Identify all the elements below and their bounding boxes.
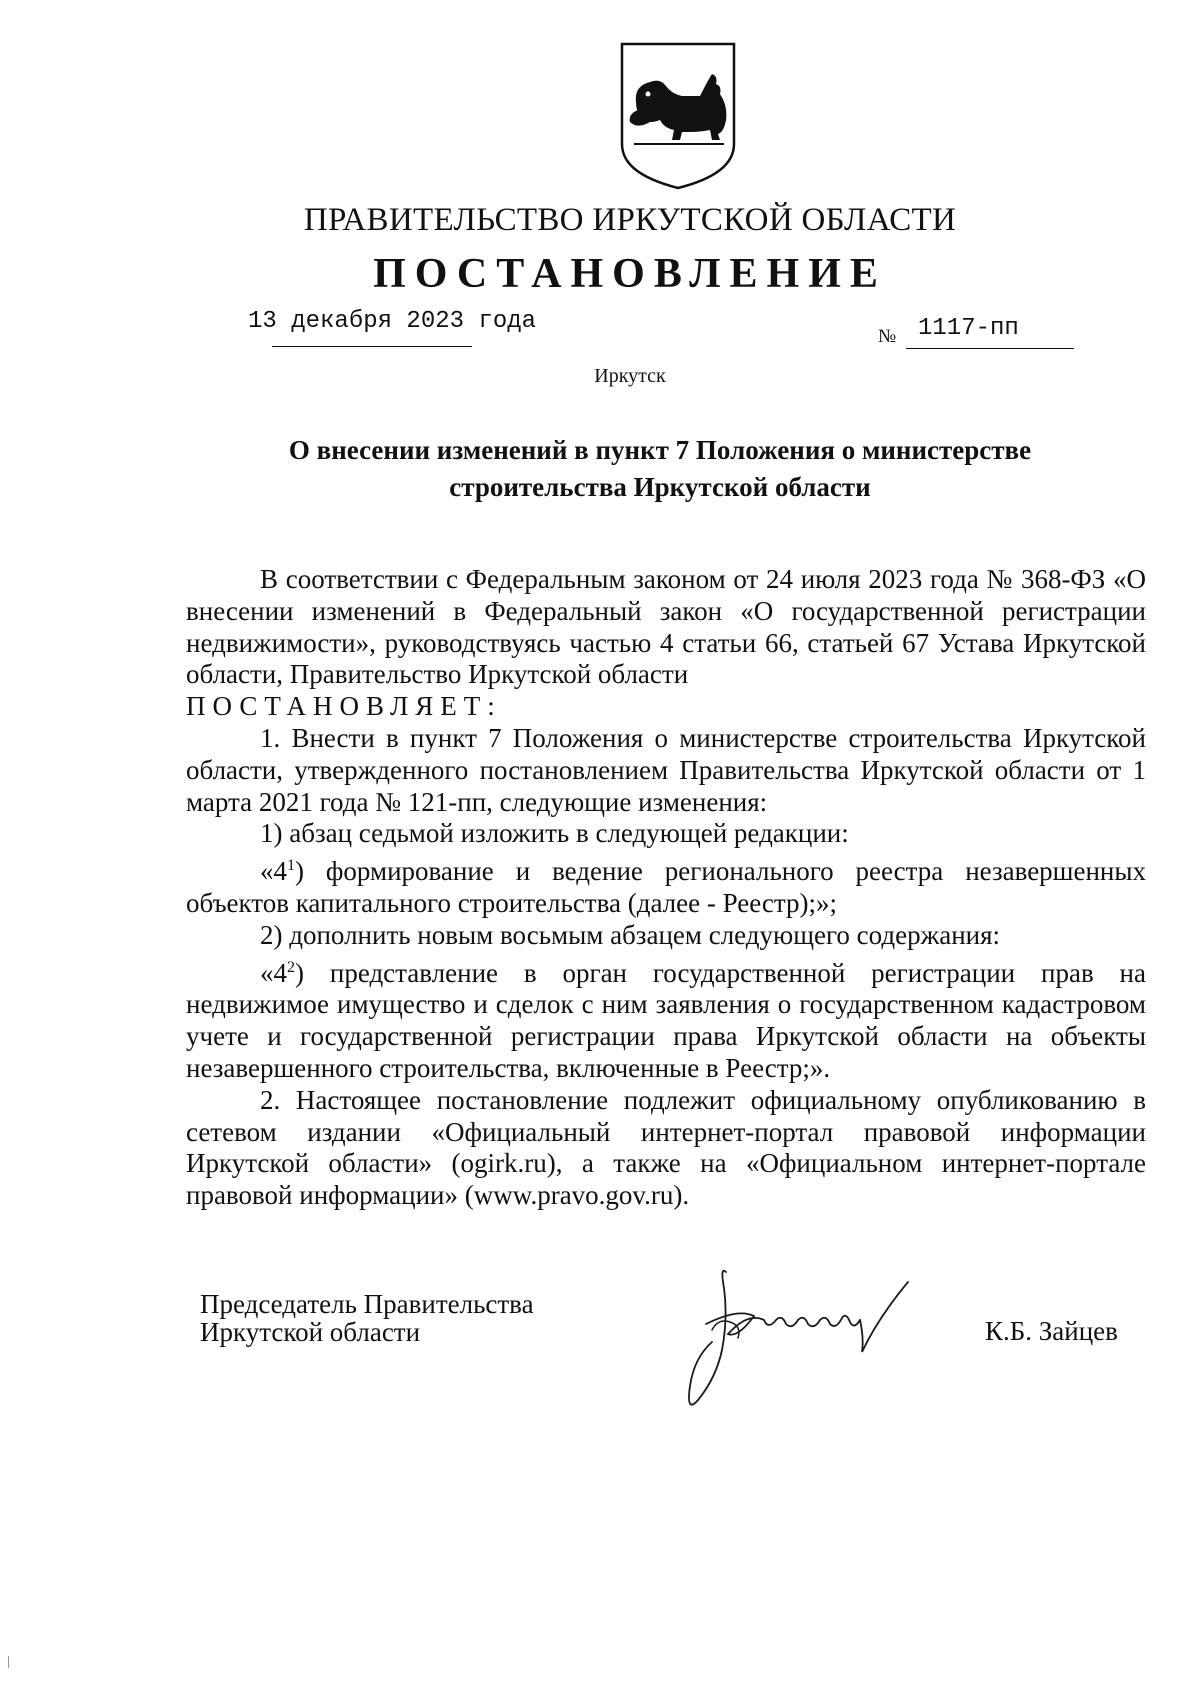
subject-line-1: О внесении изменений в пункт 7 Положения о министерстве	[288, 435, 1032, 465]
number-underline	[906, 348, 1074, 349]
number-sign: №	[878, 326, 897, 347]
document-number: 1117-пп	[918, 315, 1019, 342]
quote-1-open: «4	[260, 856, 287, 887]
preamble-paragraph: В соответствии с Федеральным законом от 24 июля 2023 года № 368-ФЗ «О внесении изменений в Федеральный закон «О государственной регистрации недвижимости», руководствуясь частью 4 статьи 66, статьей 67 Устава Иркутской области, Правительство Иркутской области	[186, 564, 1146, 690]
quote-2-paragraph	[186, 952, 1146, 1085]
document-type: ПОСТАНОВЛЕНИЕ	[373, 251, 887, 297]
item-1-paragraph: 1. Внести в пункт 7 Положения о министерстве строительства Иркутской области, утвержденного постановлением Правительства Иркутской области от 1 марта 2021 года № 121-пп, следующие изменения:	[186, 722, 1146, 817]
document-date: 13 декабря 2023 года	[248, 308, 537, 335]
quote-2-text: ) представление в орган государственной регистрации прав на недвижимое имущество и сделок с ним заявления о государственном кадастровом учете и государственной регистрации права Иркутской области на объекты незавершенного строительства, включенные в Реестр;».	[186, 957, 1146, 1083]
signer-name: К.Б. Зайцев	[985, 1316, 1118, 1346]
signer-title	[200, 1290, 534, 1346]
babr-emblem-icon	[616, 40, 740, 192]
signer-title-line-2: Иркутской области	[200, 1317, 421, 1347]
coat-of-arms	[616, 40, 740, 192]
handwritten-signature	[668, 1258, 928, 1418]
signature-icon	[668, 1258, 928, 1418]
scan-margin-mark	[8, 1656, 9, 1668]
quote-1-superscript: 1	[287, 857, 295, 875]
quote-1-text: ) формирование и ведение регионального реестра незавершенных объектов капитального строительства (далее - Реестр);»;	[186, 856, 1146, 918]
date-underline	[272, 346, 472, 347]
quote-2-open: «4	[260, 957, 287, 988]
item-2-paragraph: 2. Настоящее постановление подлежит официальному опубликованию в сетевом издании «Официальный интернет-портал правовой информации Иркутской области» (ogirk.ru), а также на «Официальном интернет-портале правовой информации» (www.pravo.gov.ru).	[186, 1084, 1146, 1211]
organization-name: ПРАВИТЕЛЬСТВО ИРКУТСКОЙ ОБЛАСТИ	[303, 202, 957, 238]
document-body	[186, 564, 1146, 1212]
document-subject	[200, 432, 1120, 506]
sub-item-2-paragraph: 2) дополнить новым восьмым абзацем следующего содержания:	[260, 919, 1001, 950]
quote-2-superscript: 2	[287, 958, 295, 976]
city-name: Иркутск	[594, 365, 666, 387]
subject-line-2: строительства Иркутской области	[449, 472, 871, 502]
signer-title-line-1: Председатель Правительства	[200, 1289, 534, 1319]
resolves-heading: ПОСТАНОВЛЯЕТ:	[186, 691, 502, 722]
sub-item-1-paragraph: 1) абзац седьмой изложить в следующей редакции:	[260, 818, 849, 849]
quote-1-paragraph	[186, 850, 1146, 920]
